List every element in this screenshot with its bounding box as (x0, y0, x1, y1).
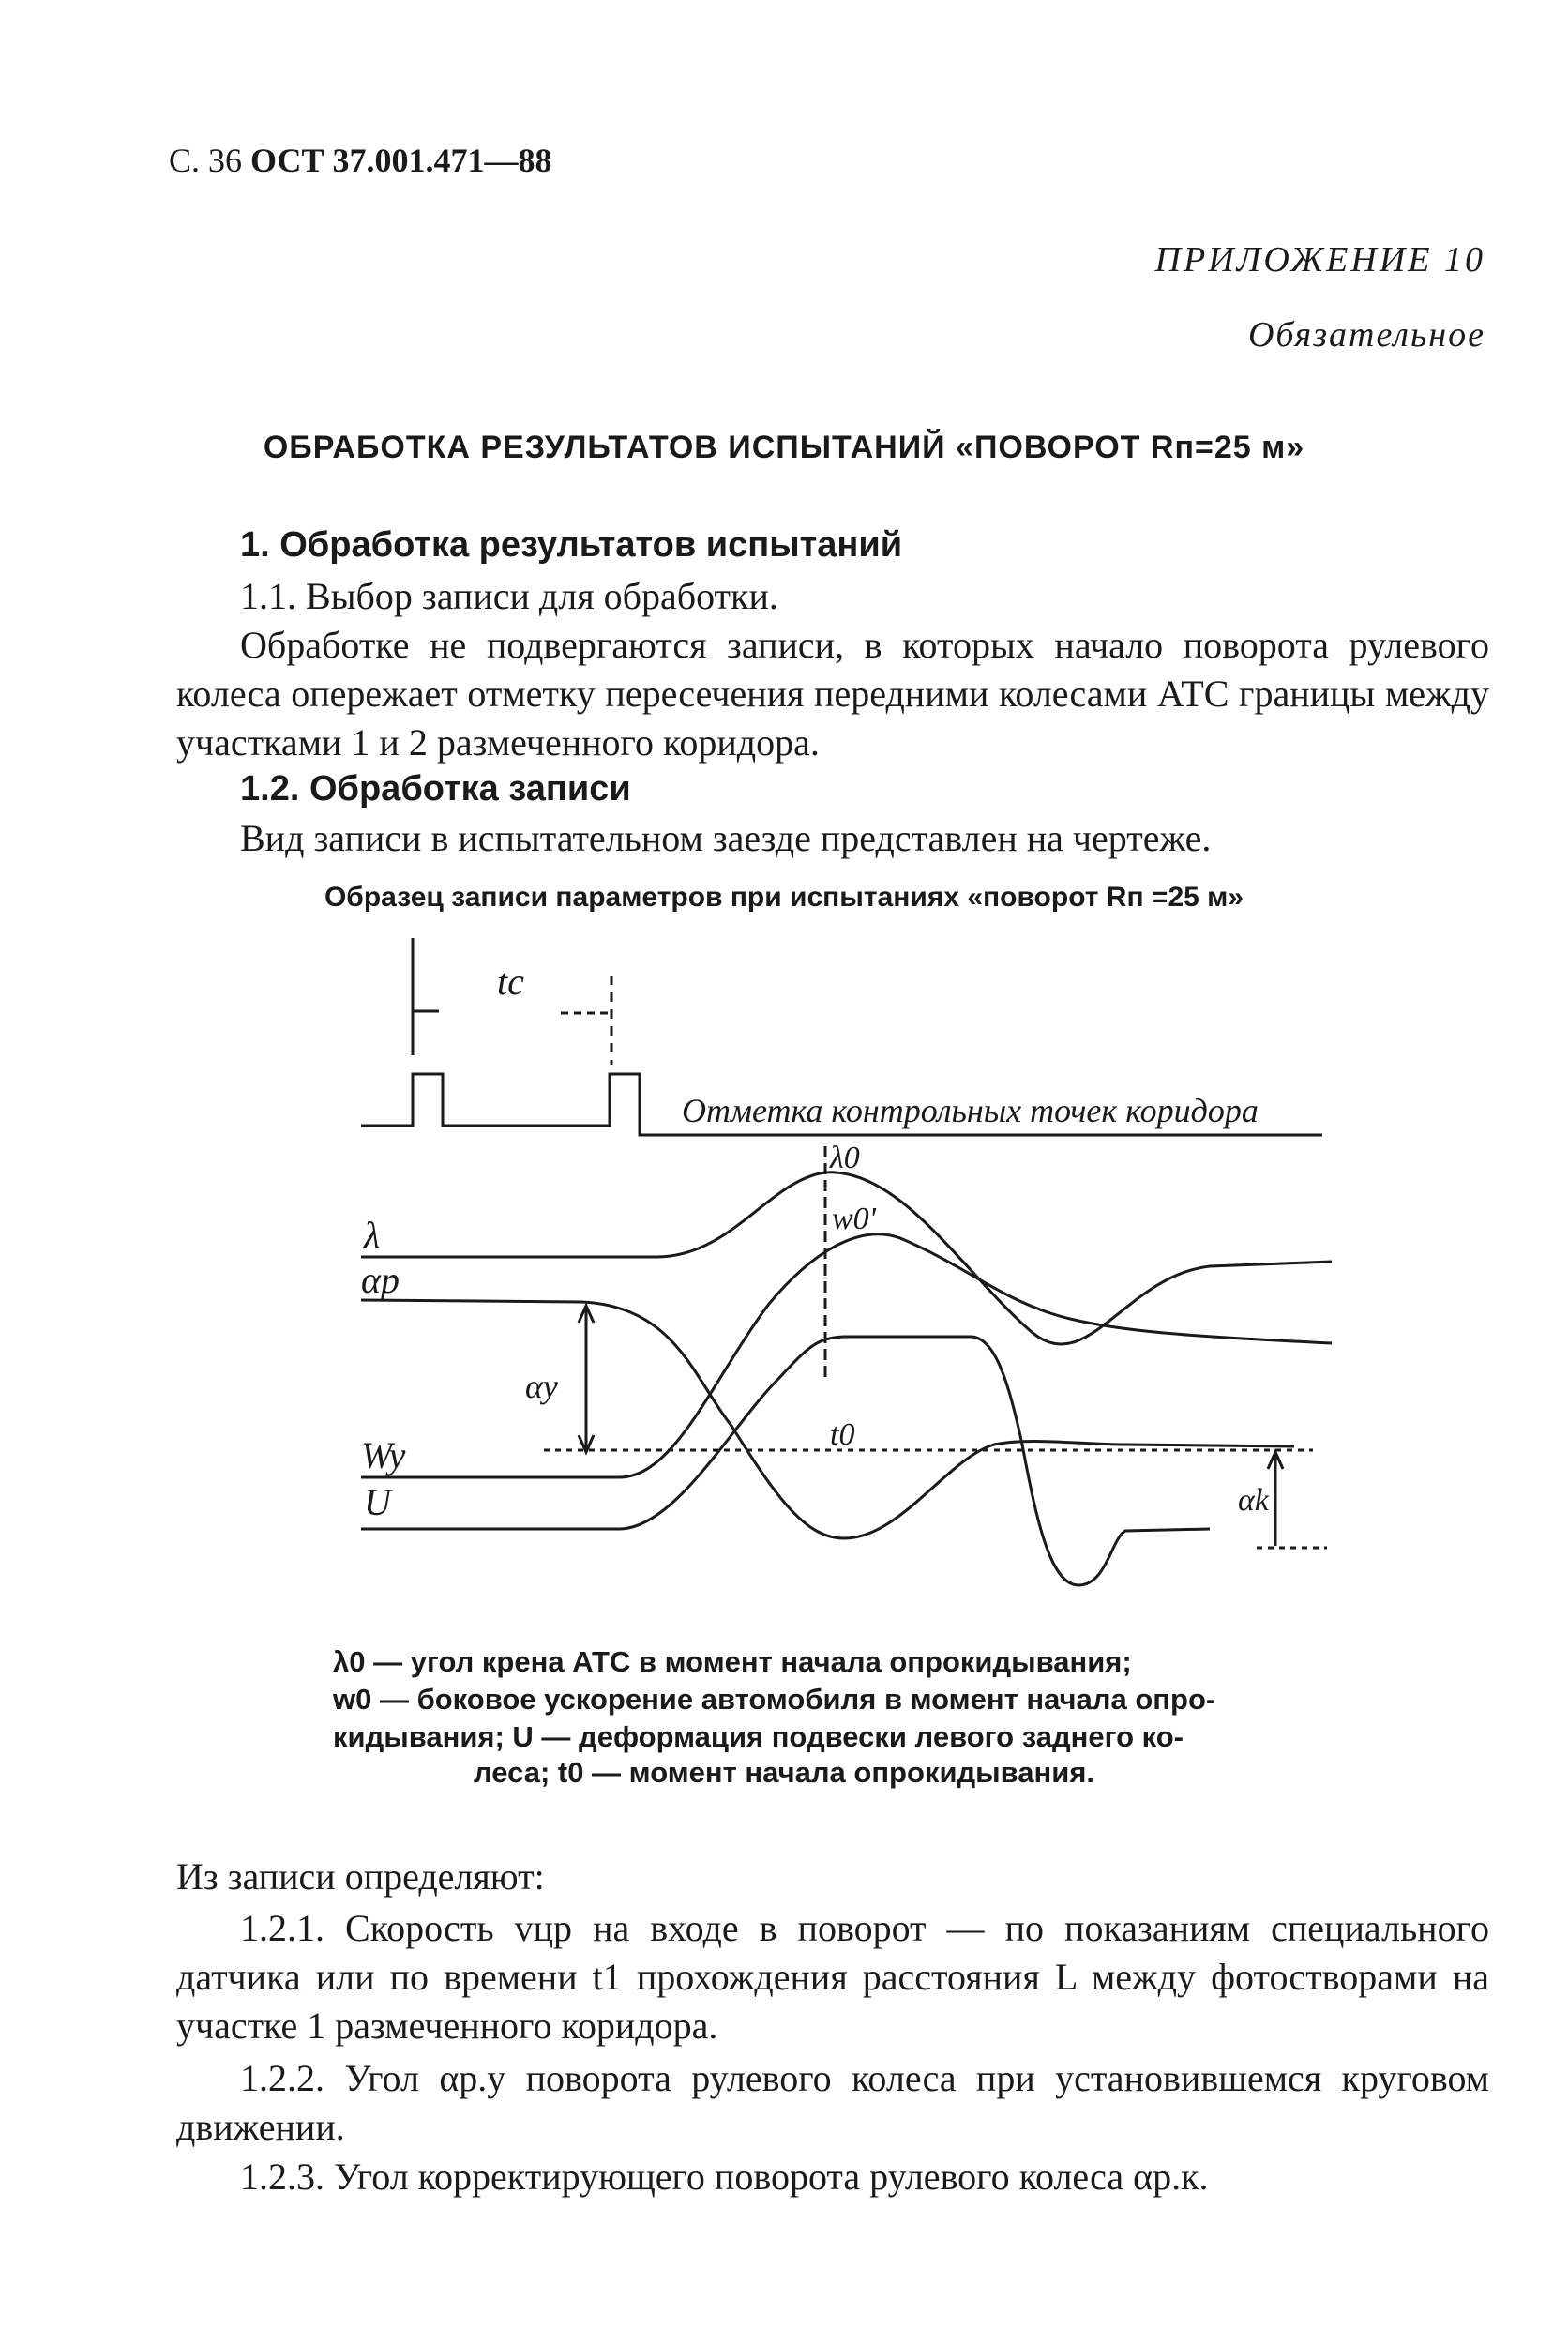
subsection-1-2: 1.2. Обработка записи (240, 769, 631, 809)
paragraph-selection: Обработке не подвергаются записи, в которых начало поворота рулевого колеса опережает отметку пересечения передними колесами АТС границы между участками 1 и 2 размеченного коридора. (176, 624, 1489, 764)
label-lambda: λ (364, 1214, 381, 1256)
figure-title: Образец записи параметров при испытаниях «поворот Rп =25 м» (324, 882, 1244, 913)
determinations-intro: Из записи определяют: (176, 1855, 545, 1898)
paragraph-record-view: Вид записи в испытательном заезде представлен на чертеже. (240, 817, 1212, 859)
label-t0: t0 (830, 1417, 855, 1452)
record-diagram (0, 938, 1568, 1613)
label-w0: w0' (832, 1202, 876, 1236)
figure-legend (333, 1643, 1308, 1756)
label-lambda0: λ0 (830, 1141, 860, 1175)
section-heading-1: 1. Обработка результатов испытаний (240, 525, 903, 565)
label-tc: tc (497, 961, 524, 1003)
label-wy: Wy (361, 1434, 406, 1476)
page-title: ОБРАБОТКА РЕЗУЛЬТАТОВ ИСПЫТАНИЙ «ПОВОРОТ Rп=25 м» (263, 430, 1305, 465)
subsection-1-1: 1.1. Выбор записи для обработки. (240, 575, 778, 617)
legend-line-3: кидывания; U — деформация подвески левого заднего ко- (333, 1720, 1184, 1753)
page-header (169, 141, 551, 180)
legend-line-2: w0 — боковое ускорение автомобиля в момент начала опро- (333, 1683, 1216, 1716)
u-curve (361, 1337, 1210, 1585)
label-alpha-p: αp (361, 1259, 400, 1301)
legend-line-4: леса; t0 — момент начала опрокидывания. (473, 1756, 1095, 1789)
item-1-2-1: 1.2.1. Скорость vцр на входе в поворот — по показаниям специального датчика или по времени t1 прохождения расстояния L между фотостворами на участке 1 размеченного коридора. (176, 1907, 1489, 2047)
label-alpha-k: αk (1238, 1483, 1269, 1518)
item-1-2-3: 1.2.3. Угол корректирующего поворота рулевого колеса αр.к. (240, 2156, 1209, 2198)
page-number: С. 36 (169, 142, 243, 179)
label-alpha-y: αy (525, 1368, 558, 1405)
lambda-curve (361, 1172, 1332, 1344)
document-code: ОСТ 37.001.471—88 (250, 142, 552, 179)
label-u: U (364, 1481, 391, 1523)
legend-line-1: λ0 — угол крена АТС в момент начала опрокидывания; (333, 1645, 1132, 1678)
item-1-2-2: 1.2.2. Угол αр.у поворота рулевого колеса при установившемся круговом движении. (176, 2057, 1489, 2148)
label-marker-caption: Отметка контрольных точек коридора (682, 1092, 1259, 1129)
appendix-label: ПРИЛОЖЕНИЕ 10 (1154, 240, 1485, 280)
appendix-status: Обязательное (1247, 315, 1485, 355)
alpha-p-curve (361, 1300, 1294, 1538)
